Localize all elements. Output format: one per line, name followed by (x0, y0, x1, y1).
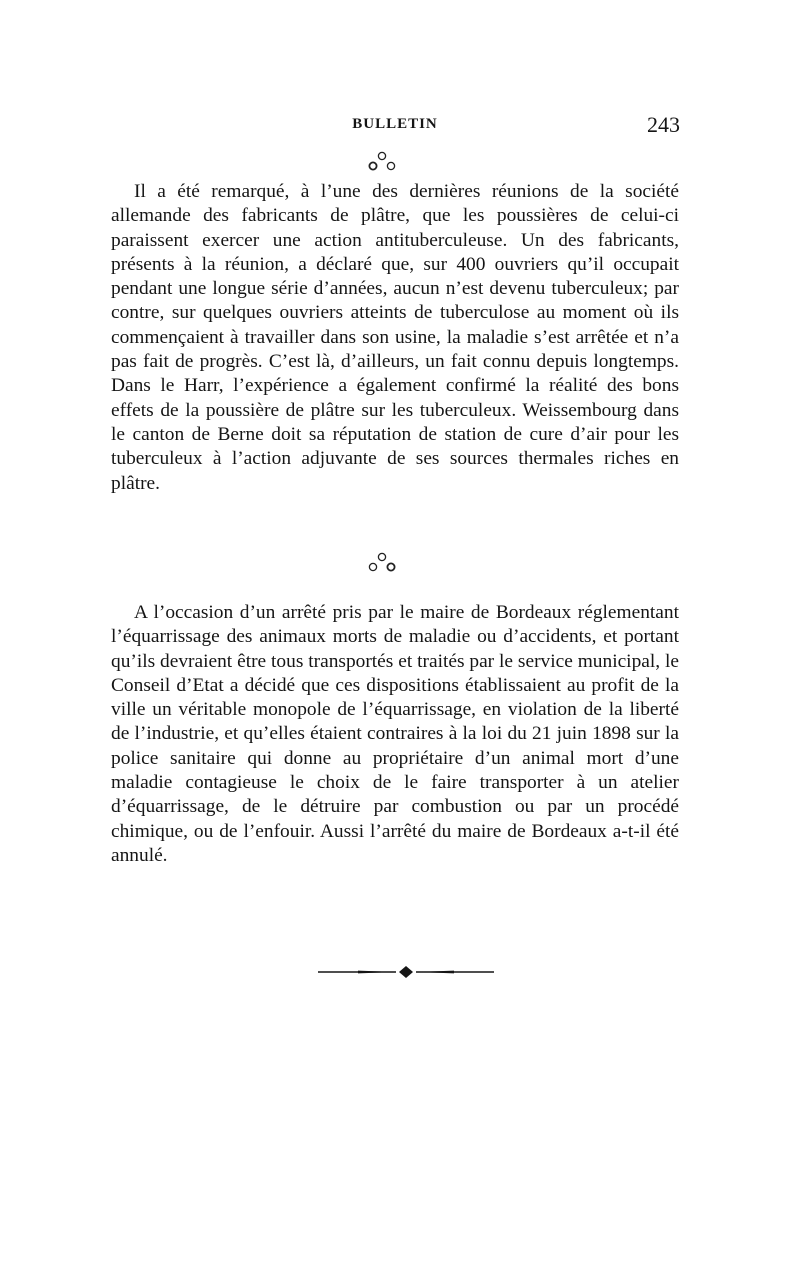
diamond-rule-icon (318, 964, 494, 980)
page-number: 243 (647, 112, 680, 137)
header-title: BULLETIN (352, 116, 438, 132)
running-head (110, 112, 680, 142)
paragraph-equarrissage: A l’occasion d’un arrêté pris par le maire de Bordeaux réglementant l’équarrissage des animaux morts de maladie ou d’accidents, et portant qu’ils devraient être tous transportés et traités par le service municipal, le Conseil d’Etat a décidé que ces dispositions établissaient au profit de la ville un véritable monopole de l’équarrissage, en violation de la liberté de l’industrie, et qu’elles étaient contraires à la loi du 21 juin 1898 sur la police sanitaire qui donne au propriétaire d’un animal mort d’une maladie contagieuse le choix de le faire transporter à un atelier d’équarrissage, de le détruire par combustion ou par un procédé chimique, ou de l’enfouir. Aussi l’arrêté du maire de Bordeaux a-t-il été annulé. (111, 602, 679, 866)
paragraph-gypsum: Il a été remarqué, à l’une des dernières réunions de la société allemande des fabricants de plâtre, que les poussières de celui-ci paraissent exercer une action antituberculeuse. Un des fabricants, présents à la réunion, a déclaré que, sur 400 ouvriers qu’il occupait pendant une longue série d’années, aucun n’est devenu tuberculeux; par contre, sur quelques ouvriers atteints de tuberculose au moment où ils commençaient à travailler dans son usine, la maladie s’est arrêtée et n’a pas fait de progrès. C’est là, d’ailleurs, un fait connu depuis longtemps. Dans le Harr, l’expérience a également confirmé la réalité des bons effets de la poussière de plâtre sur les tuberculeux. Weissembourg dans le canton de Berne doit sa réputation de station de cure d’air pour les tuberculeux à l’action adjuvante de ses sources thermales riches en plâtre. (111, 181, 679, 494)
asterism-icon (362, 148, 402, 174)
asterism-icon (362, 549, 402, 575)
